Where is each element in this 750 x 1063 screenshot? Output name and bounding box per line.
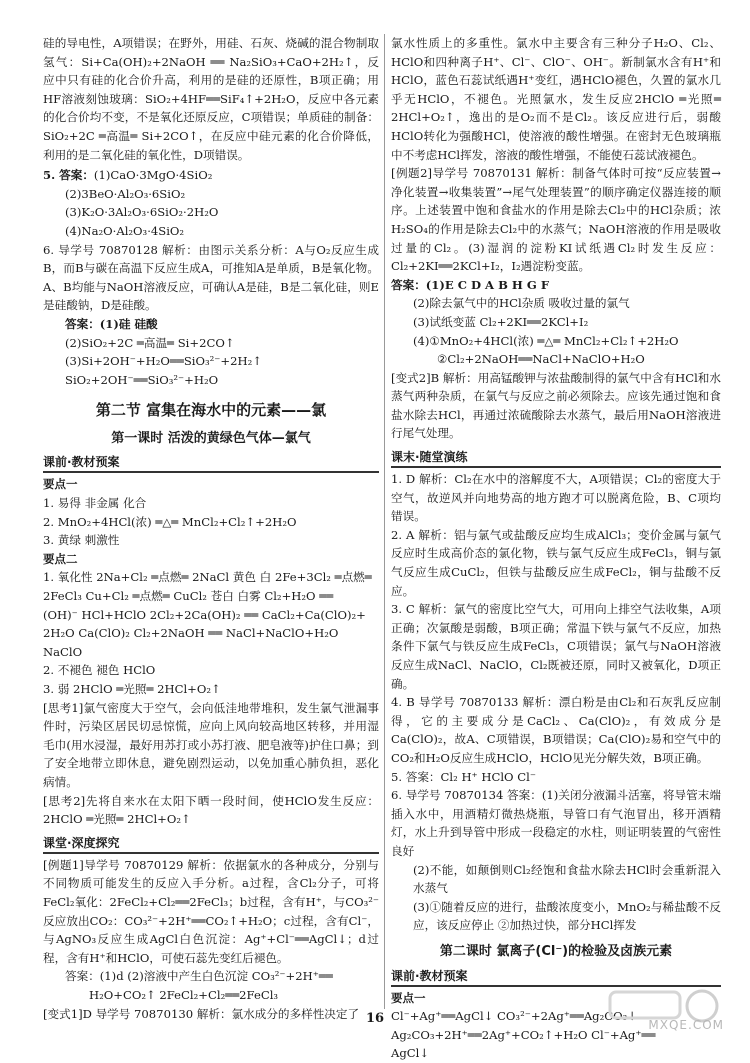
question-paragraph: 5. 答案：Cl₂ H⁺ HClO Cl⁻ xyxy=(391,769,536,784)
list-item: 1. 氧化性 2Na+Cl₂ ═点燃═ 2NaCl 黄色 白 2Fe+3Cl₂ ═点燃═ xyxy=(43,570,372,585)
point-label: 要点一 xyxy=(43,477,78,492)
answer-line: 答案：(1)E C D A B H G F xyxy=(391,277,550,292)
answer-line: (3)K₂O·3Al₂O₃·6SiO₂·2H₂O xyxy=(65,205,219,220)
answer-line: (2)3BeO·Al₂O₃·6SiO₂ xyxy=(65,186,186,201)
list-item: 3. 弱 2HClO ═光照═ 2HCl+O₂↑ xyxy=(43,682,221,696)
watermark-text: MXQE.COM xyxy=(648,1018,724,1032)
right-column xyxy=(391,34,721,1063)
lesson-title: 第一课时 活泼的黄绿色气体—氯气 xyxy=(111,430,311,446)
list-item: 1. 易得 非金属 化合 xyxy=(43,496,147,511)
section-bar: 课前·教材预案 xyxy=(43,454,379,473)
answer-line: (3)①随着反应的进行，盐酸浓度变小，MnO₂与稀盐酸不反应，该反应停止 ②加热过快，部分HCl挥发 xyxy=(413,899,721,933)
answer-line: H₂O+CO₂↑ 2FeCl₂+Cl₂══2FeCl₃ xyxy=(89,987,279,1002)
section-bar: 课末·随堂演练 xyxy=(391,449,721,468)
page-number: 16 xyxy=(365,1011,385,1026)
list-item: NaClO xyxy=(43,644,83,659)
equation-line: (2)SiO₂+2C ═高温═ Si+2CO↑ xyxy=(65,335,235,350)
equation-line: Ag₂CO₃+2H⁺══2Ag⁺+CO₂↑+H₂O Cl⁻+Ag⁺══ xyxy=(391,1027,656,1042)
section-bar: 课堂·深度探究 xyxy=(43,835,379,854)
example-paragraph: [例题1]导学号 70870129 解析：依据氯水的各种成分，分别与不同物质可能发生的反应入手分析。a过程，含Cl₂分子，可将FeCl₂氧化：2FeCl₂+Cl₂══2FeCl₃；b过程，含有H⁺，与CO₃²⁻反应放出CO₂：CO₃²⁻+2H⁺══CO₂↑+H₂O；c过程，含有Cl⁻，与AgNO₃反应生成AgCl白色沉淀：Ag⁺+Cl⁻══AgCl↓；d过程，含有H⁺和HClO，可使石蕊先变红后褪色。 xyxy=(43,857,379,965)
point-label: 要点一 xyxy=(391,990,426,1005)
answer-line: (3)试纸变蓝 Cl₂+2KI══2KCl+I₂ xyxy=(413,314,589,329)
list-item: 3. 黄绿 刺激性 xyxy=(43,533,120,548)
answer-line: ②Cl₂+2NaOH══NaCl+NaClO+H₂O xyxy=(437,352,645,367)
answer-line: (2)除去氯气中的HCl杂质 吸收过量的氯气 xyxy=(413,296,630,311)
question-paragraph: 1. D 解析：Cl₂在水中的溶解度不大，A项错误；Cl₂的密度大于空气，故逆风并向地势高的地方跑才可以脱离危险，B、C项均错误。 xyxy=(391,472,721,524)
left-column xyxy=(43,34,379,1023)
list-item: 2FeCl₃ Cu+Cl₂ ═点燃═ CuCl₂ 苍白 白雾 Cl₂+H₂O ══ xyxy=(43,589,334,604)
list-item: 2H₂O Ca(ClO)₂ Cl₂+2NaOH ══ NaCl+NaClO+H₂O xyxy=(43,626,339,641)
answer-line: 答案：(1)d (2)溶液中产生白色沉淀 CO₃²⁻+2H⁺══ xyxy=(65,969,333,984)
column-divider xyxy=(384,34,385,1009)
think-note: [思考2]先将自来水在太阳下晒一段时间，使HClO发生反应：2HClO ═光照═ 2HCl+O₂↑ xyxy=(43,793,379,827)
list-item: 2. MnO₂+4HCl(浓) ═△═ MnCl₂+Cl₂↑+2H₂O xyxy=(43,514,297,529)
question-paragraph: 2. A 解析：铝与氯气或盐酸反应均生成AlCl₃；变价金属与氯气反应时生成高价态的氯化物，铁与氯气反应生成FeCl₃，铜与氯气反应生成CuCl₂，但铁与盐酸反应生成FeCl₂，铜与盐酸不反应。 xyxy=(391,527,721,598)
answer-line: (2)不能，如颠倒则Cl₂经饱和食盐水除去HCl时会重新混入水蒸气 xyxy=(413,862,721,896)
variant-paragraph: [变式2]B 解析：用高锰酸钾与浓盐酸制得的氯气中含有HCl和水蒸气两种杂质，在氯气与反应之前必须除去。应该先通过饱和食盐水除去HCl，再通过浓硫酸除去水蒸气，最后用NaOH溶液进行尾气处理。 xyxy=(391,370,721,441)
equation-line: (3)Si+2OH⁻+H₂O══SiO₃²⁻+2H₂↑ xyxy=(65,354,262,369)
example-paragraph: [例题2]导学号 70870131 解析：制备气体时可按“反应装置→净化装置→收集装置”→尾气处理装置”的顺序确定仪器连接的顺序。上述装置中饱和食盐水的作用是除去Cl₂中的HCl杂质；浓H₂SO₄的作用是除去Cl₂中的水蒸气；NaOH溶液的作用是吸收过量的Cl₂。(3)湿润的淀粉KI试纸遇Cl₂时发生反应：Cl₂+2KI══2KCl+I₂，I₂遇淀粉变蓝。 xyxy=(391,166,721,274)
list-item: (OH)⁻ HCl+HClO 2Cl₂+2Ca(OH)₂ ══ CaCl₂+Ca(ClO)₂+ xyxy=(43,607,366,622)
answer-line: (4)Na₂O·Al₂O₃·4SiO₂ xyxy=(65,223,185,238)
point-label: 要点二 xyxy=(43,551,78,566)
section-title: 第二节 富集在海水中的元素——氯 xyxy=(95,401,327,420)
equation-line: Cl⁻+Ag⁺══AgCl↓ CO₃²⁻+2Ag⁺══Ag₂CO₃↓ xyxy=(391,1009,637,1024)
answer-heading: 5. 答案：(1)CaO·3MgO·4SiO₂ xyxy=(43,168,213,183)
lesson-title: 第二课时 氯离子(Cl⁻)的检验及卤族元素 xyxy=(439,943,673,959)
paragraph: 6. 导学号 70870128 解析：由图示关系分析：A与O₂反应生成B，而B与碳在高温下反应生成A，可推知A是单质，B是氧化物。A、B均能与NaOH溶液反应，可确认A是硅，B是二氧化硅，则E是硅酸钠，D是硅酸。 xyxy=(43,242,379,313)
variant-paragraph: [变式1]D 导学号 70870130 解析：氯水成分的多样性决定了 xyxy=(43,1006,360,1021)
paragraph: 氯水性质上的多重性。氯水中主要含有三种分子H₂O、Cl₂、HClO和四种离子H⁺、Cl⁻、ClO⁻、OH⁻。新制氯水含有H⁺和HClO，蓝色石蕊试纸遇H⁺变红，遇HClO褪色，久置的氯水几乎无HClO，不褪色。光照氯水，发生反应2HClO ═光照═ 2HCl+O₂↑，逸出的是O₂而不是Cl₂。该反应进行后，弱酸HClO转化为强酸HCl，使溶液的酸性增强。在密封无色玻璃瓶中不考虑HCl挥发，溶液的酸性增强，不能使石蕊试液褪色。 xyxy=(391,36,721,162)
think-note: [思考1]氯气密度大于空气，会向低洼地带堆积，发生氯气泄漏事件时，污染区居民切忌惊慌，应向上风向较高地区转移，并用湿毛巾(用水浸湿，最好用苏打或小苏打液、肥皂液等)护住口鼻；到了安全地带立即休息，避免剧烈运动，以免加重心肺负担，恶化病情。 xyxy=(43,700,379,789)
paragraph: 硅的导电性，A项错误；在野外，用硅、石灰、烧碱的混合物制取氢气：Si+Ca(OH)₂+2NaOH ══ Na₂SiO₃+CaO+2H₂↑，反应中只有硅的化合价升高，利用的是硅的还原性，B项正确；用HF溶液刻蚀玻璃：SiO₂+4HF══SiF₄↑+2H₂O，反应中各元素的化合价均不变，不是氧化还原反应，C项错误；单质硅的制备：SiO₂+2C ═高温═ Si+2CO↑，在反应中硅元素的化合价降低，利用的是二氧化硅的氧化性，D项错误。 xyxy=(43,36,379,162)
question-paragraph: 4. B 导学号 70870133 解析：漂白粉是由Cl₂和石灰乳反应制得，它的主要成分是CaCl₂、Ca(ClO)₂，有效成分是Ca(ClO)₂，故A、C项错误，B项错误；Ca(ClO)₂易和空气中的CO₂和H₂O反应生成HClO，HClO见光分解失效，B项正确。 xyxy=(391,695,721,765)
equation-line: AgCl↓ xyxy=(391,1046,430,1061)
section-bar: 课前·教材预案 xyxy=(391,968,721,987)
question-paragraph: 3. C 解析：氯气的密度比空气大，可用向上排空气法收集，A项正确；次氯酸是弱酸，B项正确；常温下铁与氯气不反应，加热条件下氯气与铁反应生成FeCl₃，C项错误；氯气与NaOH溶液反应生成NaCl、NaClO，Cl₂既被还原，同时又被氧化，D项正确。 xyxy=(391,602,721,691)
equation-line: SiO₂+2OH⁻══SiO₃²⁻+H₂O xyxy=(65,372,219,387)
list-item: 2. 不褪色 褪色 HClO xyxy=(43,663,156,678)
answer-line: (4)①MnO₂+4HCl(浓) ═△═ MnCl₂+Cl₂↑+2H₂O xyxy=(413,333,679,348)
question-paragraph: 6. 导学号 70870134 答案：(1)关闭分液漏斗活塞，将导管末端插入水中，用酒精灯微热烧瓶，导管口有气泡冒出，移开酒精灯，水上升到导管中形成一段稳定的水柱，则证明装置的气密性良好 xyxy=(391,788,721,858)
answer-line: 答案：(1)硅 硅酸 xyxy=(65,316,158,331)
